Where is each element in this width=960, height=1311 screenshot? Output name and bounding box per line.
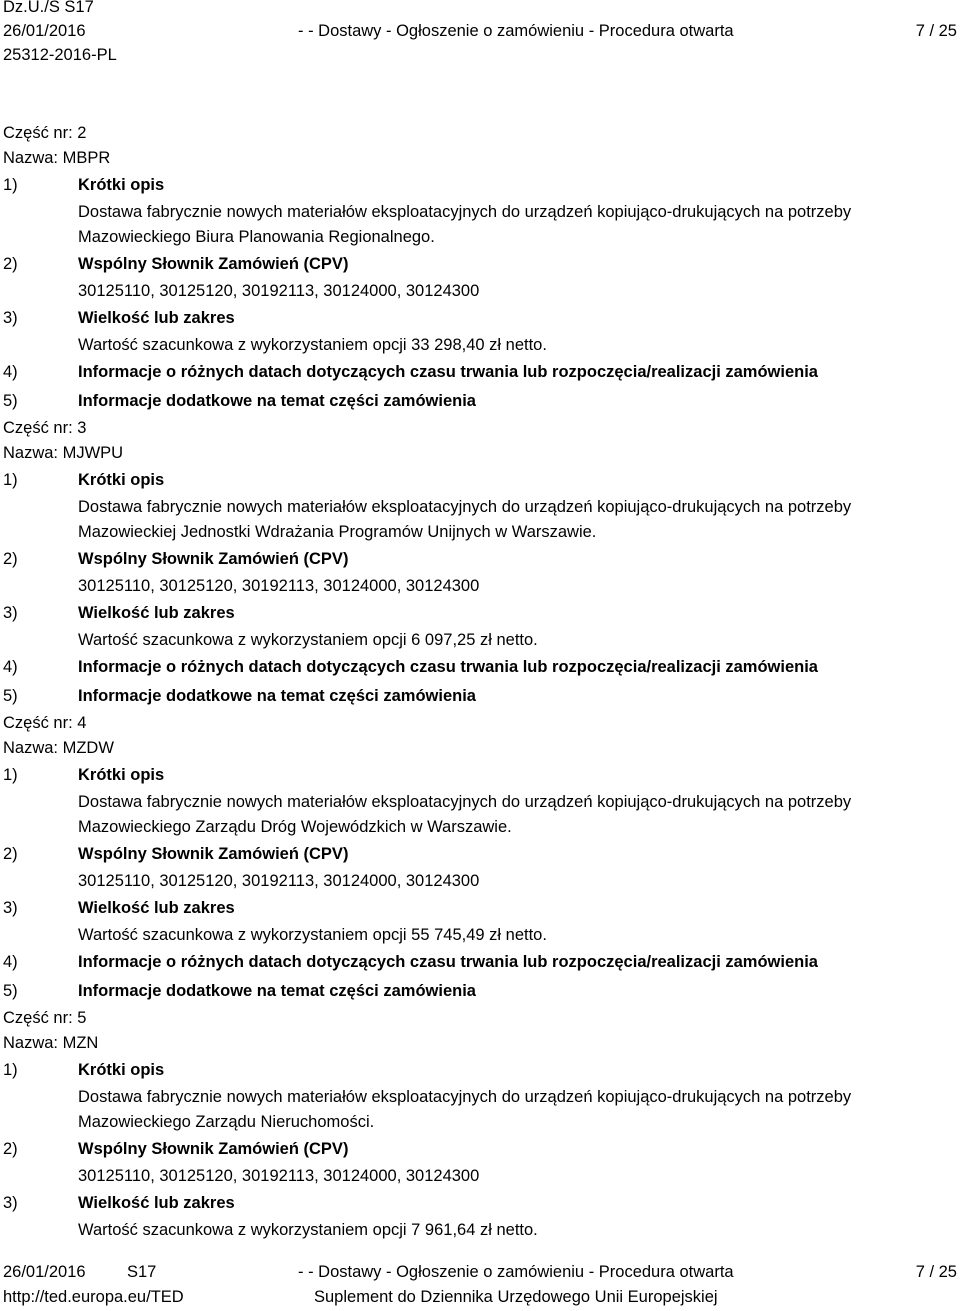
- document-body: [3, 121, 957, 1243]
- section-number: 1): [3, 766, 18, 784]
- section-number: 3): [3, 1194, 18, 1212]
- part-number-line: [3, 121, 957, 146]
- section-title: Informacje dodatkowe na temat części zamówienia: [78, 687, 476, 705]
- page-header: [3, 0, 957, 70]
- section-title: Informacje dodatkowe na temat części zamówienia: [78, 982, 476, 1000]
- part-block: [3, 416, 957, 711]
- description-line-2: Mazowieckiego Zarządu Nieruchomości.: [78, 1113, 375, 1131]
- name-label: Nazwa:: [3, 1034, 63, 1052]
- description-line-1: Dostawa fabrycznie nowych materiałów eksploatacyjnych do urządzeń kopiująco-drukujących na potrzeby: [78, 1088, 852, 1106]
- estimated-value: Wartość szacunkowa z wykorzystaniem opcji 7 961,64 zł netto.: [78, 1221, 538, 1239]
- section-cpv: [3, 545, 957, 574]
- section-quantity: [3, 304, 957, 333]
- section-title: Wspólny Słownik Zamówień (CPV): [78, 255, 349, 273]
- section-number: 4): [3, 658, 18, 676]
- part-number: 3: [77, 419, 87, 437]
- part-number: 4: [77, 714, 87, 732]
- section-additional-info: [3, 977, 957, 1006]
- section-title: Krótki opis: [78, 766, 165, 784]
- journal-ref: Dz.U./S S17: [3, 0, 94, 16]
- section-number: 1): [3, 176, 18, 194]
- part-block: [3, 1006, 957, 1243]
- footer-date: 26/01/2016: [3, 1263, 86, 1281]
- cpv-codes: 30125110, 30125120, 30192113, 30124000, 30124300: [78, 872, 480, 890]
- part-number-line: [3, 1006, 957, 1031]
- description-line-1: Dostawa fabrycznie nowych materiałów eksploatacyjnych do urządzeń kopiująco-drukujących na potrzeby: [78, 498, 852, 516]
- section-dates: [3, 358, 957, 387]
- section-number: 5): [3, 392, 18, 410]
- section-additional-info: [3, 387, 957, 416]
- header-date: 26/01/2016: [3, 22, 86, 40]
- section-number: 4): [3, 363, 18, 381]
- page-footer: [3, 1263, 957, 1311]
- part-name-line: [3, 736, 957, 761]
- part-number-line: [3, 711, 957, 736]
- section-number: 5): [3, 687, 18, 705]
- section-title: Informacje o różnych datach dotyczących czasu trwania lub rozpoczęcia/realizacji zamówienia: [78, 658, 818, 676]
- part-block: [3, 711, 957, 1006]
- part-name: MZDW: [62, 739, 114, 757]
- description-line-2: Mazowieckiej Jednostki Wdrażania Programów Unijnych w Warszawie.: [78, 523, 597, 541]
- estimated-value: Wartość szacunkowa z wykorzystaniem opcji 55 745,49 zł netto.: [78, 926, 547, 944]
- part-name-line: [3, 146, 957, 171]
- section-cpv: [3, 250, 957, 279]
- footer-page-number: 7 / 25: [915, 1263, 957, 1281]
- description-line-2: Mazowieckiego Zarządu Dróg Wojewódzkich w Warszawie.: [78, 818, 512, 836]
- part-name: MZN: [62, 1034, 99, 1052]
- footer-supplement: Suplement do Dziennika Urzędowego Unii Europejskiej: [314, 1288, 718, 1306]
- part-label: Część nr:: [3, 1009, 78, 1027]
- part-number-line: [3, 416, 957, 441]
- estimated-value: Wartość szacunkowa z wykorzystaniem opcji 6 097,25 zł netto.: [78, 631, 538, 649]
- notice-ref: 25312-2016-PL: [3, 46, 117, 64]
- section-number: 2): [3, 845, 18, 863]
- section-number: 2): [3, 255, 18, 273]
- section-title: Wielkość lub zakres: [78, 1194, 235, 1212]
- section-title: Krótki opis: [78, 471, 165, 489]
- part-name-line: [3, 1031, 957, 1056]
- section-short-description: [3, 761, 957, 790]
- part-label: Część nr:: [3, 714, 78, 732]
- cpv-codes: 30125110, 30125120, 30192113, 30124000, 30124300: [78, 577, 480, 595]
- section-title: Wielkość lub zakres: [78, 309, 235, 327]
- name-label: Nazwa:: [3, 149, 63, 167]
- part-block: [3, 121, 957, 416]
- estimated-value: Wartość szacunkowa z wykorzystaniem opcji 33 298,40 zł netto.: [78, 336, 547, 354]
- section-quantity: [3, 894, 957, 923]
- section-title: Wspólny Słownik Zamówień (CPV): [78, 1140, 349, 1158]
- section-short-description: [3, 1056, 957, 1085]
- section-title: Wielkość lub zakres: [78, 604, 235, 622]
- description-line-1: Dostawa fabrycznie nowych materiałów eksploatacyjnych do urządzeń kopiująco-drukujących na potrzeby: [78, 793, 852, 811]
- section-number: 1): [3, 1061, 18, 1079]
- description-line-2: Mazowieckiego Biura Planowania Regionalnego.: [78, 228, 435, 246]
- section-cpv: [3, 840, 957, 869]
- footer-series: S17: [127, 1263, 157, 1281]
- section-number: 1): [3, 471, 18, 489]
- description-line-1: Dostawa fabrycznie nowych materiałów eksploatacyjnych do urządzeń kopiująco-drukujących na potrzeby: [78, 203, 852, 221]
- part-name: MJWPU: [62, 444, 124, 462]
- section-dates: [3, 948, 957, 977]
- section-number: 2): [3, 550, 18, 568]
- header-title: - - Dostawy - Ogłoszenie o zamówieniu - Procedura otwarta: [298, 22, 734, 40]
- section-additional-info: [3, 682, 957, 711]
- part-name-line: [3, 441, 957, 466]
- header-page-number: 7 / 25: [915, 22, 957, 40]
- section-dates: [3, 653, 957, 682]
- section-number: 5): [3, 982, 18, 1000]
- part-number: 2: [77, 124, 87, 142]
- section-title: Wspólny Słownik Zamówień (CPV): [78, 845, 349, 863]
- section-quantity: [3, 599, 957, 628]
- footer-url: http://ted.europa.eu/TED: [3, 1288, 184, 1306]
- section-number: 3): [3, 309, 18, 327]
- cpv-codes: 30125110, 30125120, 30192113, 30124000, 30124300: [78, 1167, 480, 1185]
- section-cpv: [3, 1135, 957, 1164]
- part-label: Część nr:: [3, 419, 78, 437]
- name-label: Nazwa:: [3, 739, 63, 757]
- section-title: Informacje dodatkowe na temat części zamówienia: [78, 392, 476, 410]
- section-number: 3): [3, 604, 18, 622]
- section-title: Wspólny Słownik Zamówień (CPV): [78, 550, 349, 568]
- section-short-description: [3, 171, 957, 200]
- cpv-codes: 30125110, 30125120, 30192113, 30124000, 30124300: [78, 282, 480, 300]
- section-title: Wielkość lub zakres: [78, 899, 235, 917]
- footer-title: - - Dostawy - Ogłoszenie o zamówieniu - Procedura otwarta: [298, 1263, 734, 1281]
- part-label: Część nr:: [3, 124, 78, 142]
- part-number: 5: [77, 1009, 87, 1027]
- section-number: 4): [3, 953, 18, 971]
- name-label: Nazwa:: [3, 444, 63, 462]
- section-title: Informacje o różnych datach dotyczących czasu trwania lub rozpoczęcia/realizacji zamówienia: [78, 363, 818, 381]
- section-number: 2): [3, 1140, 18, 1158]
- part-name: MBPR: [62, 149, 111, 167]
- section-title: Krótki opis: [78, 1061, 165, 1079]
- section-short-description: [3, 466, 957, 495]
- section-title: Krótki opis: [78, 176, 165, 194]
- section-number: 3): [3, 899, 18, 917]
- section-quantity: [3, 1189, 957, 1218]
- section-title: Informacje o różnych datach dotyczących czasu trwania lub rozpoczęcia/realizacji zamówienia: [78, 953, 818, 971]
